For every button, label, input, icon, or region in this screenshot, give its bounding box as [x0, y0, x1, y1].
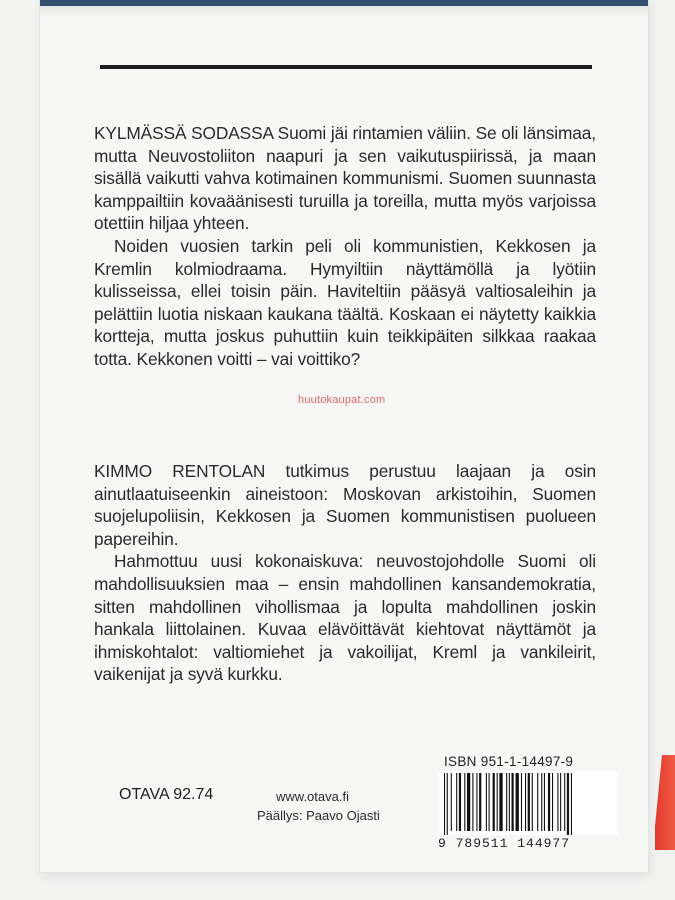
barcode-bar — [541, 773, 542, 831]
publisher-website: www.otava.fi — [276, 789, 349, 804]
barcode-bar — [567, 773, 569, 835]
barcode-bar — [459, 773, 461, 831]
red-spine-tab — [655, 755, 675, 850]
blurb-paragraph-4: Hahmottuu uusi kokonaiskuva: neuvostojohdolle Suomi oli mahdollisuuksien maa – ensin mahdollinen kansandemokratia, sitten mahdollinen vihollismaa ja lopulta mahdollinen joskin hankala liittolainen. Kuvaa elävöittävät kiehtovat näyttämöt ja ihmiskohtalot: valtiomiehet ja vakoilijat, Kreml ja vankileirit, vaikenijat ja syvä kurkku. — [94, 551, 596, 685]
watermark-text: huutokaupat.com — [298, 394, 386, 406]
horizontal-rule — [100, 65, 592, 69]
barcode-digits: 9 789511 144977 — [438, 836, 571, 851]
barcode-bar — [467, 773, 470, 831]
barcode-bar — [464, 773, 465, 831]
barcode-bar — [509, 773, 510, 831]
barcode-bar — [476, 773, 477, 831]
barcode-bar — [564, 773, 565, 831]
barcode-bar — [506, 773, 507, 831]
barcode-bar — [521, 773, 522, 831]
book-back-cover — [40, 0, 648, 872]
blurb-section-2 — [94, 460, 596, 686]
barcode-bar — [548, 773, 550, 831]
cover-credits: Päällys: Paavo Ojasti — [257, 808, 380, 823]
barcode-bar — [552, 773, 553, 831]
blurb-section-1 — [94, 122, 596, 371]
publisher-code: OTAVA 92.74 — [119, 786, 214, 803]
barcode-bar — [560, 773, 561, 831]
barcode-bar — [486, 773, 487, 831]
barcode-bar — [516, 773, 519, 831]
blurb-paragraph-2: Noiden vuosien tarkin peli oli kommunistien, Kekkosen ja Kremlin kolmiodraama. Hymyiltiin näyttämöllä ja lyötiin kulisseissa, ellei toisin päin. Haviteltiin pääsyä valtiosaleihin ja pelättiin luotia niskaan kaukana täältä. Koskaan ei näytetty kaikkia kortteja, mutta joskus puhuttiin kuin teikkipäiten silkkaa raakaa totta. Kekkonen voitti – vai voittiko? — [94, 235, 596, 369]
barcode-image — [438, 771, 618, 835]
barcode-bar — [499, 773, 502, 831]
barcode-bar — [456, 773, 457, 831]
barcode-bar — [451, 773, 452, 831]
barcode-bar — [525, 773, 526, 831]
top-edge-strip — [40, 0, 648, 18]
barcode-bar — [532, 773, 533, 831]
barcode-bar — [537, 773, 538, 831]
barcode-bar — [544, 773, 545, 831]
isbn-number: ISBN 951-1-14497-9 — [444, 754, 574, 769]
barcode-bar — [447, 773, 448, 835]
barcode-bar — [472, 773, 473, 831]
barcode-bar — [444, 773, 445, 835]
barcode-bar — [528, 773, 530, 831]
barcode-bar — [571, 773, 572, 835]
barcode-bar — [497, 773, 498, 831]
barcode-bar — [479, 773, 481, 831]
blurb-paragraph-3: KIMMO RENTOLAN tutkimus perustuu laajaan ja osin ainutlaatuiseenkin aineistoon: Moskovan arkistoihin, Suomen suojelupoliisin, Kekkosen ja Suomen kommunistisen puolueen papereihin. — [94, 461, 596, 549]
blurb-paragraph-1: KYLMÄSSÄ SODASSA Suomi jäi rintamien väliin. Se oli länsimaa, mutta Neuvostoliiton naapuri ja sen vaikutuspiirissä, ja maan sisällä vaikutti vahva kotimainen kommunismi. Suomen suunnasta kamppailtiin kovaäänisesti turuilla ja toreilla, mutta myös varjoissa otettiin hiljaa yhteen. — [94, 123, 596, 234]
barcode-bar — [489, 773, 490, 831]
barcode-bar — [557, 773, 558, 831]
barcode-bar — [512, 773, 514, 831]
barcode-bar — [493, 773, 495, 831]
